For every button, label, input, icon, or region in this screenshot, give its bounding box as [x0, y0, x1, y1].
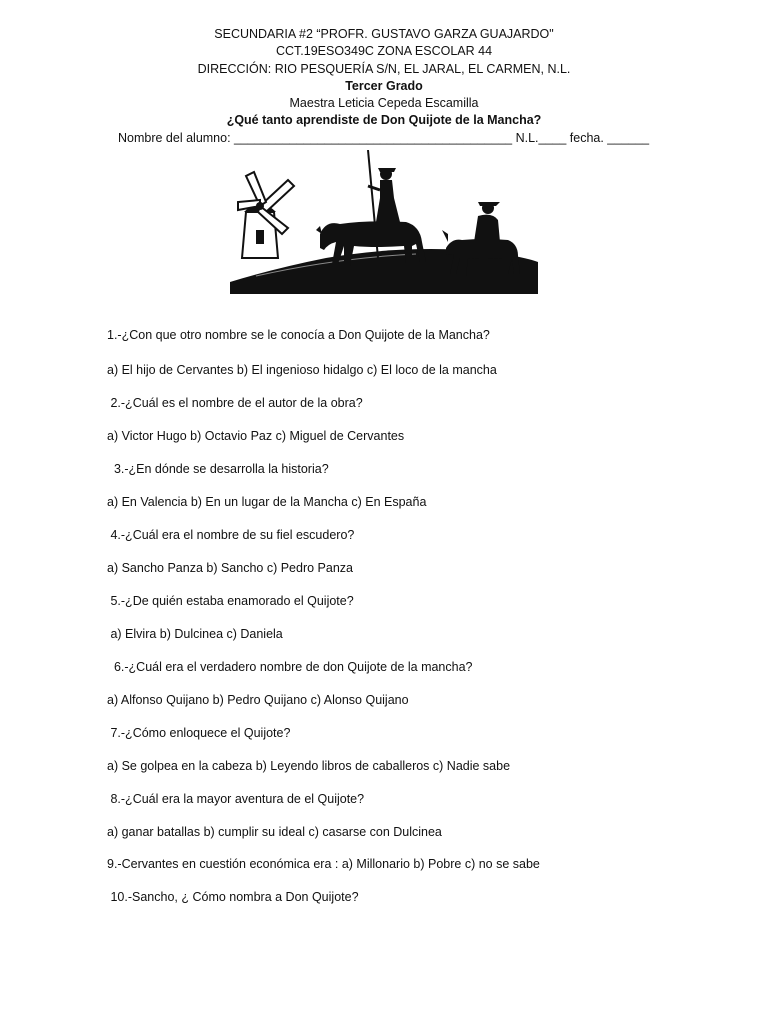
school-cct: CCT.19ESO349C ZONA ESCOLAR 44 [275, 44, 493, 59]
answer-options: a) El hijo de Cervantes b) El ingenioso hidalgo c) El loco de la mancha [107, 363, 497, 377]
question-text: 3.-¿En dónde se desarrolla la historia? [107, 462, 329, 476]
student-info-line: Nombre del alumno: ________________________________________ N.L.____ fecha. ______ [118, 131, 650, 145]
answer-options: a) Se golpea en la cabeza b) Leyendo libros de caballeros c) Nadie sabe [107, 759, 511, 773]
school-address: DIRECCIÓN: RIO PESQUERÍA S/N, EL JARAL, EL CARMEN, N.L. [197, 61, 571, 76]
answer-options: a) ganar batallas b) cumplir su ideal c) casarse con Dulcinea [107, 825, 442, 839]
question-text: 7.-¿Cómo enloquece el Quijote? [107, 726, 291, 740]
worksheet-title: ¿Qué tanto aprendiste de Don Quijote de la Mancha? [226, 113, 542, 128]
answer-options: a) En Valencia b) En un lugar de la Mancha c) En España [107, 495, 427, 509]
question-text: 10.-Sancho, ¿ Cómo nombra a Don Quijote? [107, 890, 359, 904]
question-text: 1.-¿Con que otro nombre se le conocía a Don Quijote de la Mancha? [107, 328, 490, 342]
teacher-name: Maestra Leticia Cepeda Escamilla [289, 96, 479, 111]
school-name: SECUNDARIA #2 “PROFR. GUSTAVO GARZA GUAJARDO" [214, 27, 554, 41]
answer-options: a) Elvira b) Dulcinea c) Daniela [107, 627, 283, 641]
question-text: 2.-¿Cuál es el nombre de el autor de la obra? [107, 396, 363, 410]
question-text: 5.-¿De quién estaba enamorado el Quijote? [107, 594, 354, 608]
answer-options: a) Sancho Panza b) Sancho c) Pedro Panza [107, 561, 353, 575]
question-text: 4.-¿Cuál era el nombre de su fiel escudero? [107, 528, 355, 542]
question-text: 6.-¿Cuál era el verdadero nombre de don Quijote de la mancha? [107, 660, 473, 674]
answer-options: a) Alfonso Quijano b) Pedro Quijano c) Alonso Quijano [107, 693, 409, 707]
question-text: 8.-¿Cuál era la mayor aventura de el Quijote? [107, 792, 365, 806]
don-quijote-windmill-silhouette-icon [216, 150, 546, 298]
grade-label: Tercer Grado [345, 78, 423, 93]
answer-options: a) Victor Hugo b) Octavio Paz c) Miguel de Cervantes [107, 429, 405, 443]
worksheet-header [0, 26, 768, 130]
question-text: 9.-Cervantes en cuestión económica era : a) Millonario b) Pobre c) no se sabe [107, 857, 540, 871]
